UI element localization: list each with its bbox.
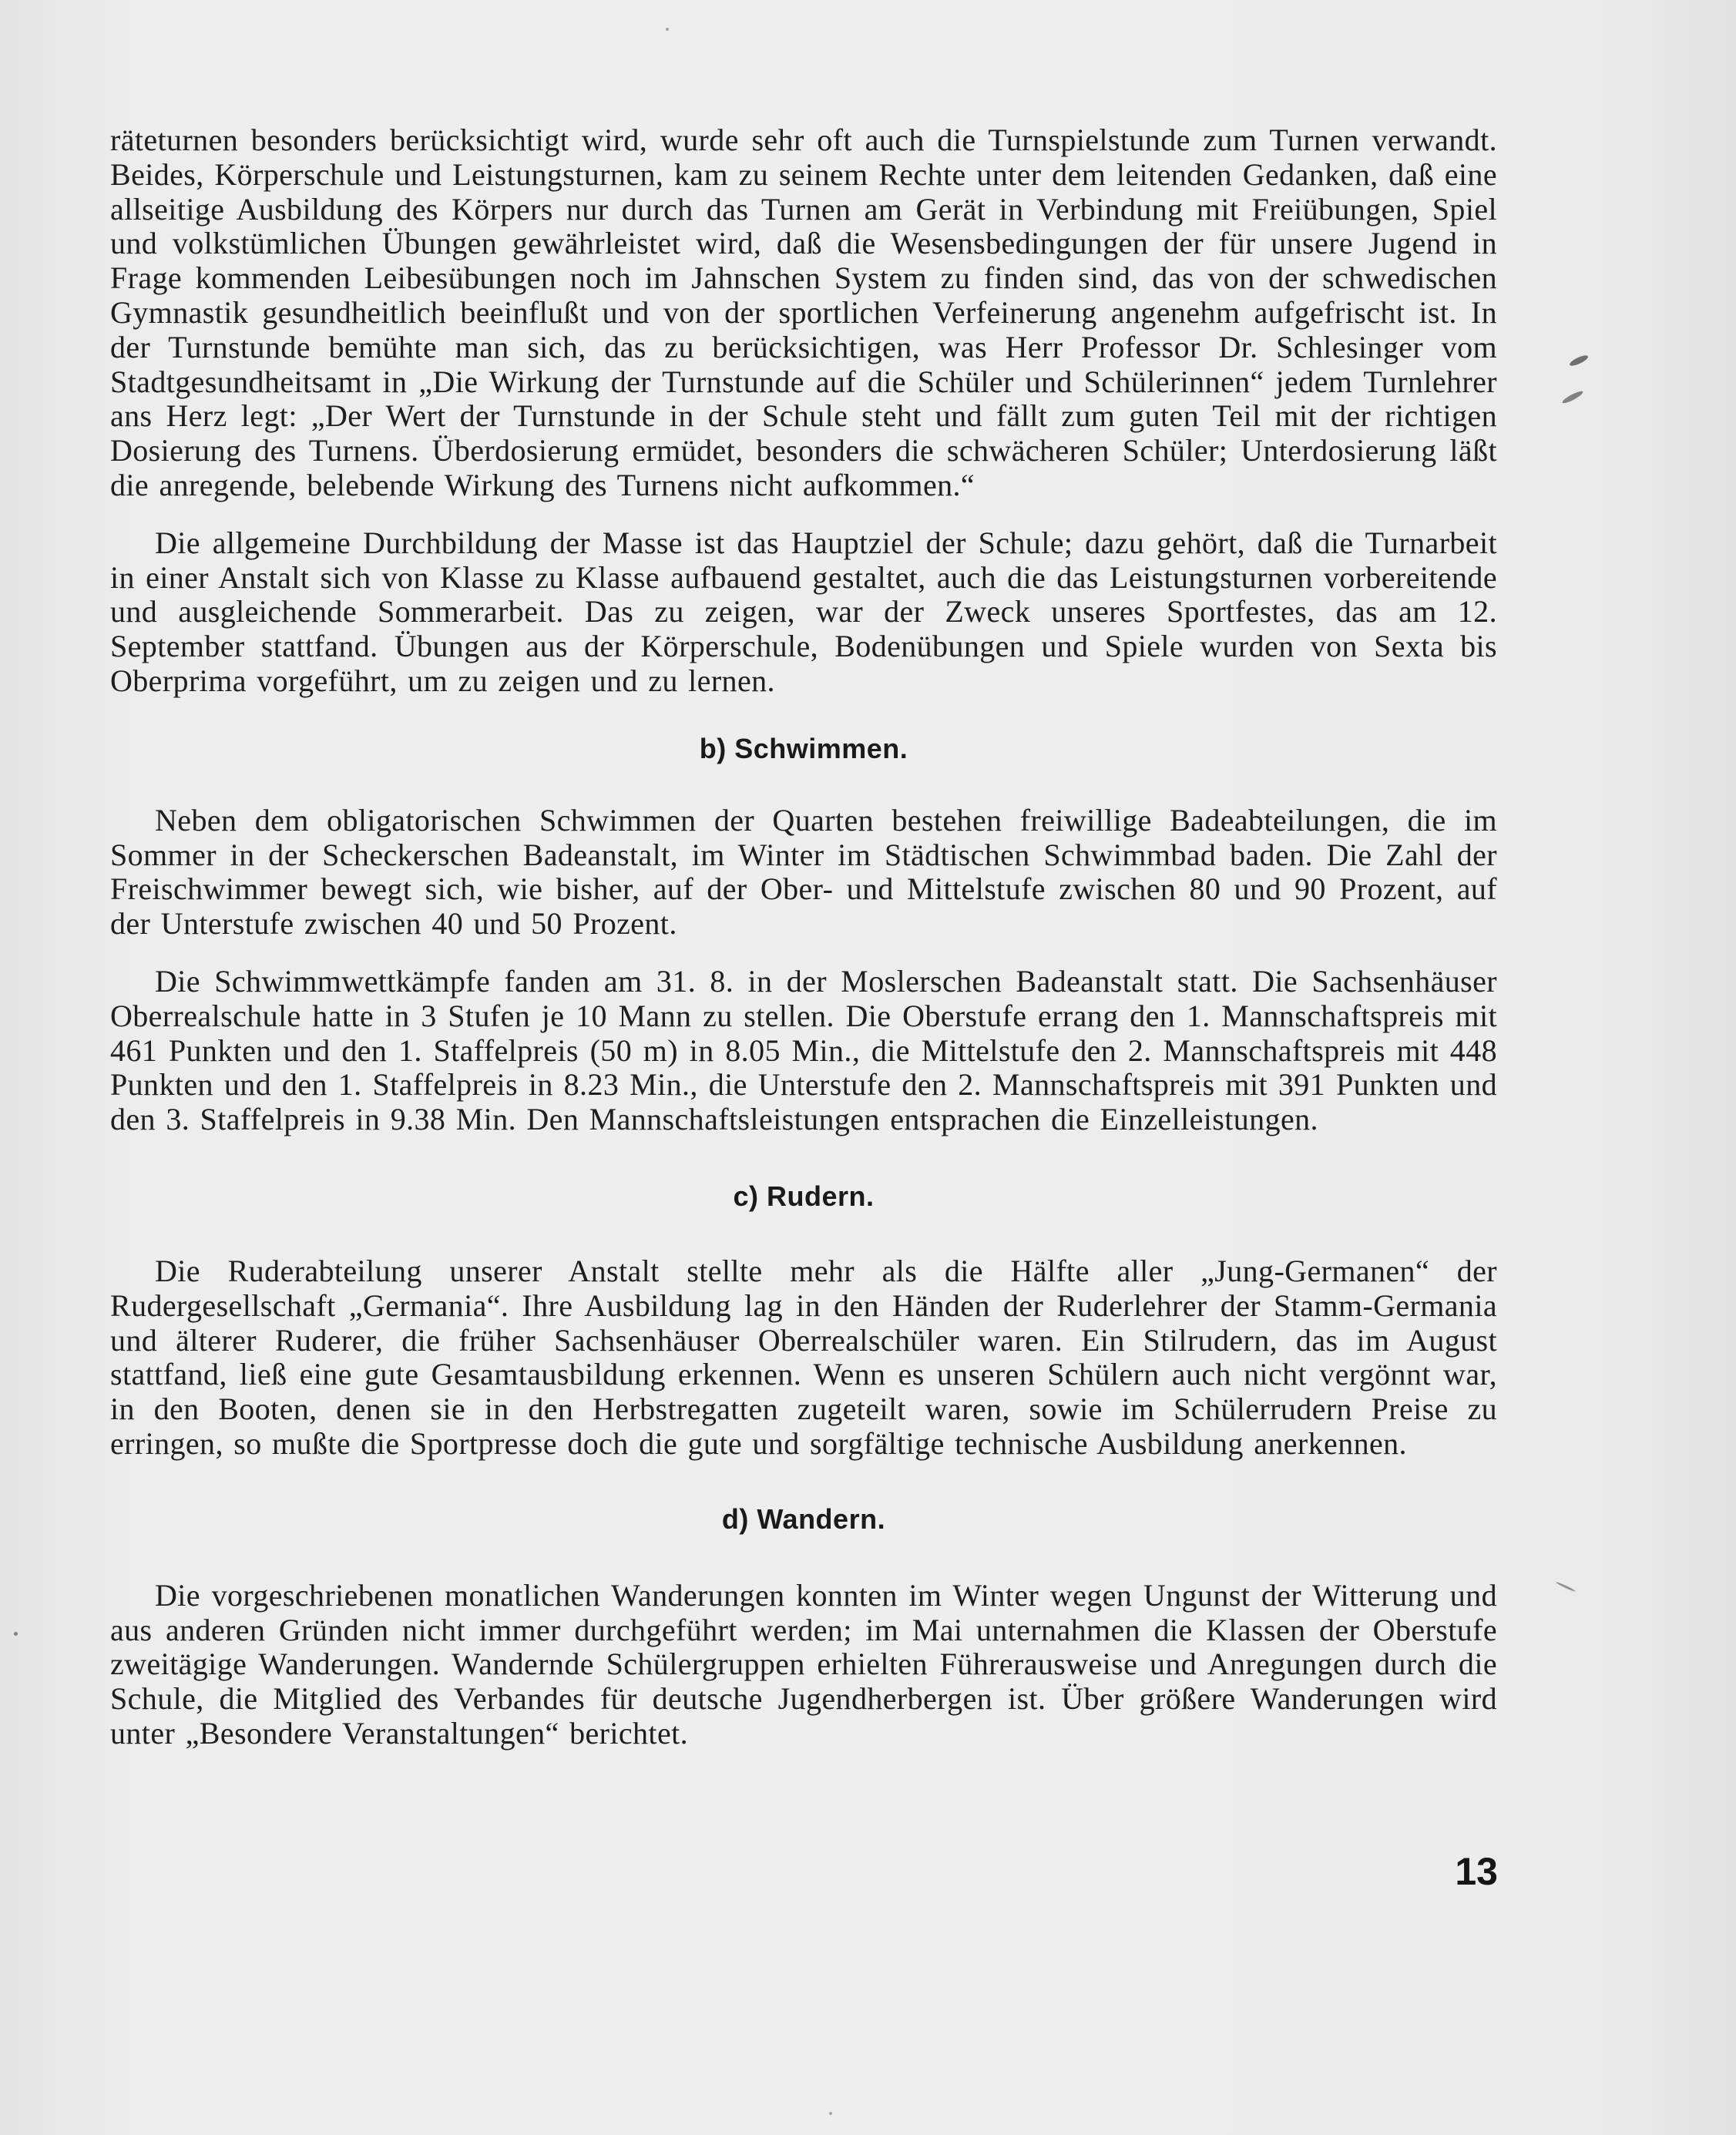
ink-speck (666, 28, 669, 31)
ink-speck (1569, 354, 1590, 368)
paragraph: Neben dem obligatorischen Schwimmen der Quarten bestehen freiwillige Badeabteilungen, die im Sommer in der Scheckerschen Badeanstalt, im Winter im Städtischen Schwimmbad baden. Die Zahl der Freischwimmer bewegt sich, wie bisher, auf der Ober- und Mittelstufe zwischen 80 und 90 Prozent, auf der Unterstufe zwischen 40 und 50 Prozent. (110, 802, 1497, 942)
page-number: 13 (1455, 1850, 1498, 1893)
ink-speck (14, 1632, 18, 1636)
paragraph: Die Schwimmwettkämpfe fanden am 31. 8. in der Moslerschen Badeanstalt statt. Die Sachsenhäuser Oberrealschule hatte in 3 Stufen je 10 Mann zu stellen. Die Oberstufe errang den 1. Mannschaftspreis mit 461 Punkten und den 1. Staffelpreis (50 m) in 8.05 Min., die Mittelstufe den 2. Mannschaftspreis mit 448 Punkten und den 1. Staffelpreis in 8.23 Min., die Unterstufe den 2. Mannschaftspreis mit 391 Punkten und den 3. Staffelpreis in 9.38 Min. Den Mannschaftsleistungen entsprachen die Einzelleistungen. (110, 963, 1497, 1137)
ink-speck (829, 2112, 832, 2115)
ink-speck (1556, 1581, 1577, 1593)
paragraph: Die allgemeine Durchbildung der Masse ist das Hauptziel der Schule; dazu gehört, daß die Turnarbeit in einer Anstalt sich von Klasse zu Klasse aufbauend gestaltet, auch die das Leistungsturnen vorbereitende und ausgleichende Sommerarbeit. Das zu zeigen, war der Zweck unseres Sportfestes, das am 12. September stattfand. Übungen aus der Körperschule, Bodenübungen und Spiele wurden von Sexta bis Oberprima vorgeführt, um zu zeigen und zu lernen. (110, 525, 1497, 698)
paragraph: räteturnen besonders berücksichtigt wird, wurde sehr oft auch die Turnspielstunde zum Turnen verwandt. Beides, Körperschule und Leistungsturnen, kam zu seinem Rechte unter dem leitenden Gedanken, daß eine allseitige Ausbildung des Körpers nur durch das Turnen am Gerät in Verbindung mit Freiübungen, Spiel und volkstümlichen Übungen gewährleistet wird, daß die Wesensbedingungen der für unsere Jugend in Frage kommenden Leibesübungen noch im Jahnschen System zu finden sind, das von der schwedischen Gymnastik gesundheitlich beeinflußt und von der sportlichen Verfeinerung angenehm aufgefrischt ist. In der Turnstunde bemühte man sich, das zu berücksichtigen, was Herr Professor Dr. Schlesinger vom Stadtgesundheitsamt in „Die Wirkung der Turnstunde auf die Schüler und Schülerinnen“ jedem Turnlehrer ans Herz legt: „Der Wert der Turnstunde in der Schule steht und fällt zum guten Teil mit der richtigen Dosierung des Turnens. Überdosierung ermüdet, besonders die schwächeren Schüler; Unterdosierung läßt die anregende, belebende Wirkung des Turnens nicht aufkommen.“ (110, 123, 1497, 502)
section-heading-schwimmen: b) Schwimmen. (699, 732, 908, 764)
section-heading-wandern: d) Wandern. (721, 1502, 886, 1535)
section-heading-rudern: c) Rudern. (733, 1180, 875, 1212)
paragraph: Die vorgeschriebenen monatlichen Wanderungen konnten im Winter wegen Ungunst der Witterung und aus anderen Gründen nicht immer durchgeführt werden; im Mai unternahmen die Klassen der Oberstufe zweitägige Wanderungen. Wandernde Schülergruppen erhielten Führerausweise und Anregungen durch die Schule, die Mitglied des Verbandes für deutsche Jugendherbergen ist. Über größere Wanderungen wird unter „Besondere Veranstaltungen“ berichtet. (110, 1577, 1497, 1751)
paragraph: Die Ruderabteilung unserer Anstalt stellte mehr als die Hälfte aller „Jung-Germanen“ der Rudergesellschaft „Germania“. Ihre Ausbildung lag in den Händen der Ruderlehrer der Stamm-Germania und älterer Ruderer, die früher Sachsenhäuser Oberrealschüler waren. Ein Stilrudern, das im August stattfand, ließ eine gute Gesamtausbildung erkennen. Wenn es unseren Schülern auch nicht vergönnt war, in den Booten, denen sie in den Herbstregatten zugeteilt waren, sowie im Schülerrudern Preise zu erringen, so mußte die Sportpresse doch die gute und sorgfältige technische Ausbildung anerkennen. (110, 1253, 1497, 1461)
ink-speck (1561, 389, 1584, 405)
text-column (110, 123, 1497, 1751)
